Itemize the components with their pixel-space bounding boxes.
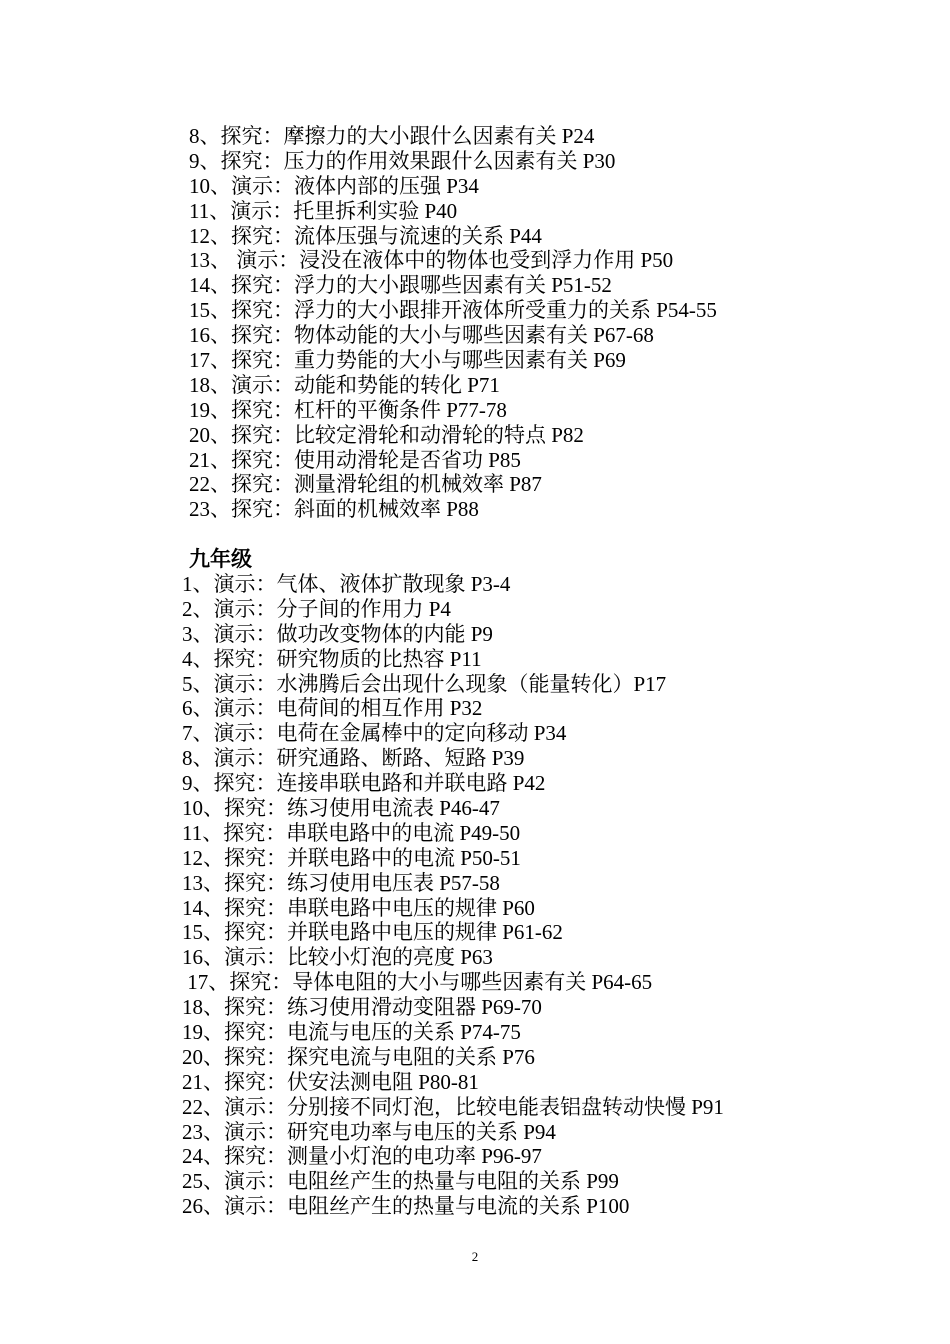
page-number: 2	[471, 1249, 479, 1264]
grade8-experiment-list	[0, 124, 950, 522]
list-item: 14、探究：浮力的大小跟哪些因素有关 P51-52	[189, 273, 612, 298]
list-item: 11、探究：串联电路中的电流 P49-50	[182, 820, 521, 845]
list-item: 13、 演示：浸没在液体中的物体也受到浮力作用 P50	[189, 248, 674, 273]
list-item: 8、演示：研究通路、断路、短路 P39	[182, 746, 525, 771]
list-item: 14、探究：串联电路中电压的规律 P60	[182, 895, 535, 920]
list-item: 15、探究：并联电路中电压的规律 P61-62	[182, 920, 563, 945]
list-item: 16、探究：物体动能的大小与哪些因素有关 P67-68	[189, 323, 654, 348]
list-item: 7、演示：电荷在金属棒中的定向移动 P34	[182, 721, 567, 746]
list-item: 5、演示：水沸腾后会出现什么现象（能量转化）P17	[182, 671, 667, 696]
list-item: 23、探究：斜面的机械效率 P88	[189, 497, 479, 522]
list-item: 15、探究：浮力的大小跟排开液体所受重力的关系 P54-55	[189, 298, 717, 323]
list-item: 17、探究：重力势能的大小与哪些因素有关 P69	[189, 348, 626, 373]
list-item: 2、演示：分子间的作用力 P4	[182, 596, 451, 621]
list-item: 8、探究：摩擦力的大小跟什么因素有关 P24	[189, 124, 595, 148]
list-item: 20、探究：比较定滑轮和动滑轮的特点 P82	[189, 422, 584, 447]
list-item: 1、演示：气体、液体扩散现象 P3-4	[182, 572, 511, 596]
grade9-experiment-list	[0, 572, 950, 1219]
list-item: 16、演示：比较小灯泡的亮度 P63	[182, 945, 493, 970]
list-item: 12、探究：并联电路中的电流 P50-51	[182, 845, 521, 870]
list-item: 3、演示：做功改变物体的内能 P9	[182, 621, 493, 646]
list-item: 10、探究：练习使用电流表 P46-47	[182, 796, 500, 821]
list-item: 22、演示：分别接不同灯泡，比较电能表铝盘转动快慢 P91	[182, 1094, 724, 1119]
list-item: 13、探究：练习使用电压表 P57-58	[182, 870, 500, 895]
list-item: 11、演示：托里拆利实验 P40	[189, 198, 458, 223]
list-item: 26、演示：电阻丝产生的热量与电流的关系 P100	[182, 1194, 630, 1219]
list-item: 19、探究：电流与电压的关系 P74-75	[182, 1020, 521, 1045]
list-item: 24、探究：测量小灯泡的电功率 P96-97	[182, 1144, 542, 1169]
list-item: 21、探究：伏安法测电阻 P80-81	[182, 1069, 479, 1094]
list-item: 6、演示：电荷间的相互作用 P32	[182, 696, 483, 721]
list-item: 21、探究：使用动滑轮是否省功 P85	[189, 447, 521, 472]
list-item: 12、探究：流体压强与流速的关系 P44	[189, 223, 542, 248]
list-item: 25、演示：电阻丝产生的热量与电阻的关系 P99	[182, 1169, 619, 1194]
list-item: 9、探究：压力的作用效果跟什么因素有关 P30	[189, 148, 616, 173]
list-item: 18、探究：练习使用滑动变阻器 P69-70	[182, 995, 542, 1020]
list-item: 10、演示：液体内部的压强 P34	[189, 173, 479, 198]
list-item: 4、探究：研究物质的比热容 P11	[182, 646, 482, 671]
list-item: 22、探究：测量滑轮组的机械效率 P87	[189, 472, 542, 497]
section-heading-grade9: 九年级	[189, 547, 252, 571]
list-item: 17、探究：导体电阻的大小与哪些因素有关 P64-65	[182, 970, 653, 995]
list-item: 9、探究：连接串联电路和并联电路 P42	[182, 771, 546, 796]
list-item: 23、演示：研究电功率与电压的关系 P94	[182, 1119, 556, 1144]
list-item: 20、探究：探究电流与电阻的关系 P76	[182, 1044, 535, 1069]
list-item: 18、演示：动能和势能的转化 P71	[189, 372, 500, 397]
list-item: 19、探究：杠杆的平衡条件 P77-78	[189, 397, 507, 422]
